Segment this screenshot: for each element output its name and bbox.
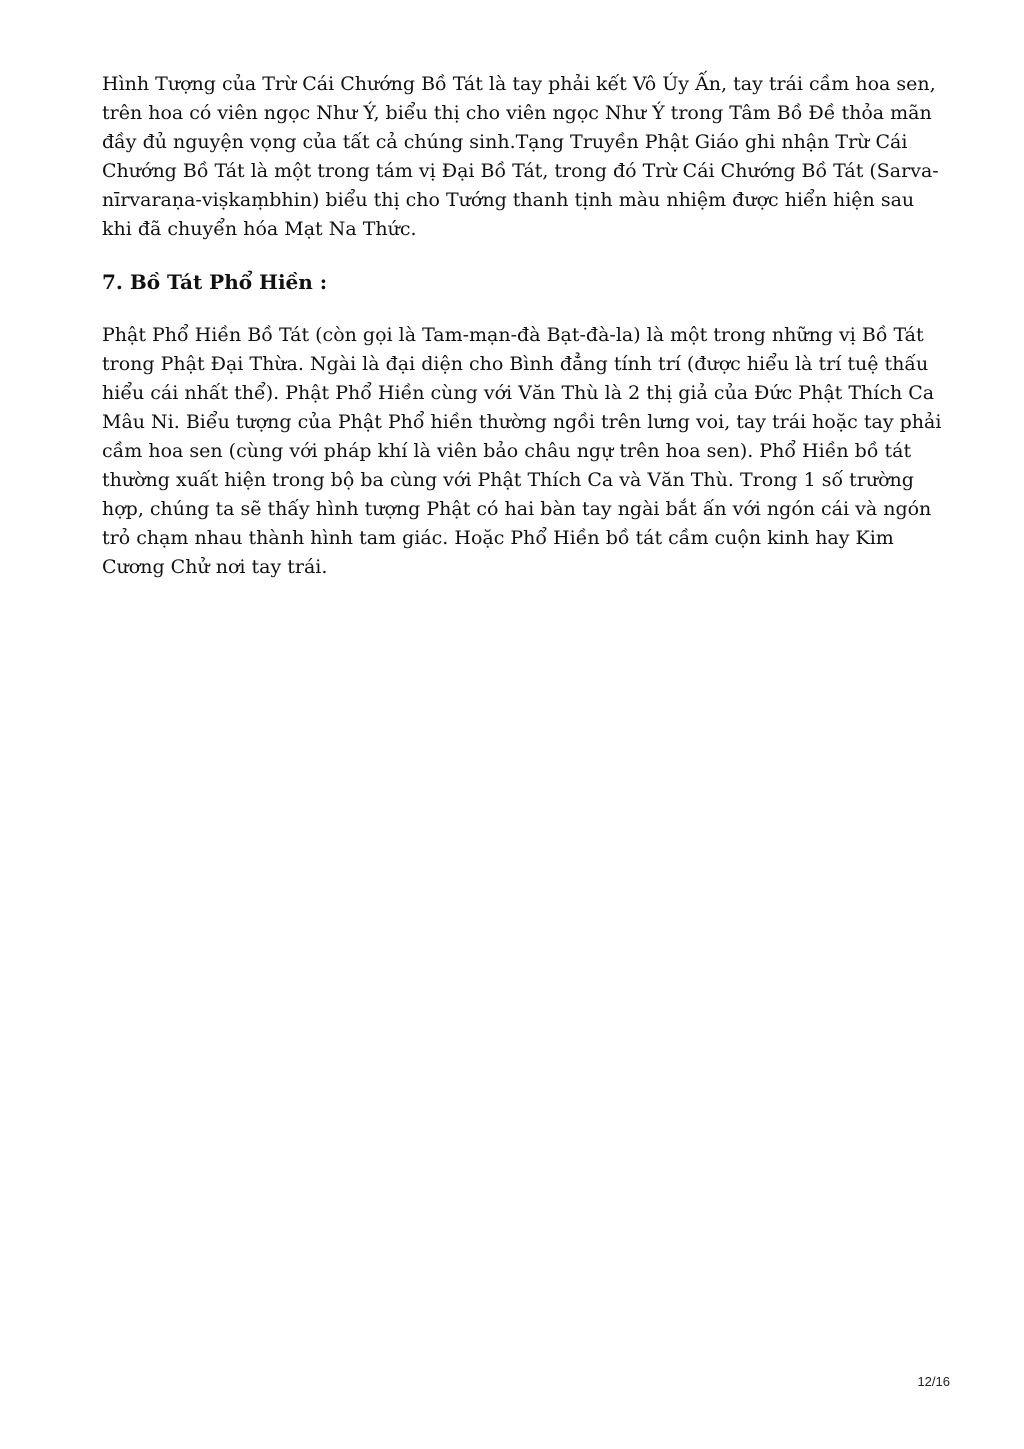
paragraph-line: Hình Tượng của Trừ Cái Chướng Bồ Tát là tay phải kết Vô Úy Ấn, tay trái cầm hoa sen, — [102, 73, 936, 95]
paragraph-line: Mâu Ni. Biểu tượng của Phật Phổ hiền thường ngồi trên lưng voi, tay trái hoặc tay phải — [102, 411, 942, 433]
paragraph-line: trỏ chạm nhau thành hình tam giác. Hoặc Phổ Hiền bồ tát cầm cuộn kinh hay Kim — [102, 527, 894, 549]
paragraph-line: nīrvaraṇa-viṣkaṃbhin) biểu thị cho Tướng thanh tịnh màu nhiệm được hiển hiện sau — [102, 189, 915, 211]
paragraph-line: thường xuất hiện trong bộ ba cùng với Phật Thích Ca và Văn Thù. Trong 1 số trường — [102, 469, 914, 491]
paragraph-line: khi đã chuyển hóa Mạt Na Thức. — [102, 218, 417, 240]
paragraph-pho-hien — [102, 321, 942, 582]
paragraph-line: đầy đủ nguyện vọng của tất cả chúng sinh.Tạng Truyền Phật Giáo ghi nhận Trừ Cái — [102, 131, 908, 153]
paragraph-line: hợp, chúng ta sẽ thấy hình tượng Phật có hai bàn tay ngài bắt ấn với ngón cái và ngón — [102, 498, 932, 520]
paragraph-line: trên hoa có viên ngọc Như Ý, biểu thị cho viên ngọc Như Ý trong Tâm Bồ Đề thỏa mãn — [102, 102, 932, 124]
paragraph-line: hiểu cái nhất thể). Phật Phổ Hiền cùng với Văn Thù là 2 thị giả của Đức Phật Thích Ca — [102, 382, 935, 404]
section-heading: 7. Bồ Tát Phổ Hiền : — [102, 270, 328, 294]
document-body — [102, 70, 942, 606]
paragraph-line: Cương Chử nơi tay trái. — [102, 556, 328, 578]
paragraph-line: trong Phật Đại Thừa. Ngài là đại diện cho Bình đẳng tính trí (được hiểu là trí tuệ thấu — [102, 353, 929, 375]
paragraph-tru-cai-chuong — [102, 70, 939, 244]
paragraph-line: cầm hoa sen (cùng với pháp khí là viên bảo châu ngự trên hoa sen). Phổ Hiền bồ tát — [102, 440, 912, 462]
paragraph-line: Chướng Bồ Tát là một trong tám vị Đại Bồ Tát, trong đó Trừ Cái Chướng Bồ Tát (Sarva- — [102, 160, 939, 182]
page-number: 12/16 — [917, 1374, 950, 1389]
paragraph-line: Phật Phổ Hiền Bồ Tát (còn gọi là Tam-mạn-đà Bạt-đà-la) là một trong những vị Bồ Tát — [102, 324, 924, 346]
